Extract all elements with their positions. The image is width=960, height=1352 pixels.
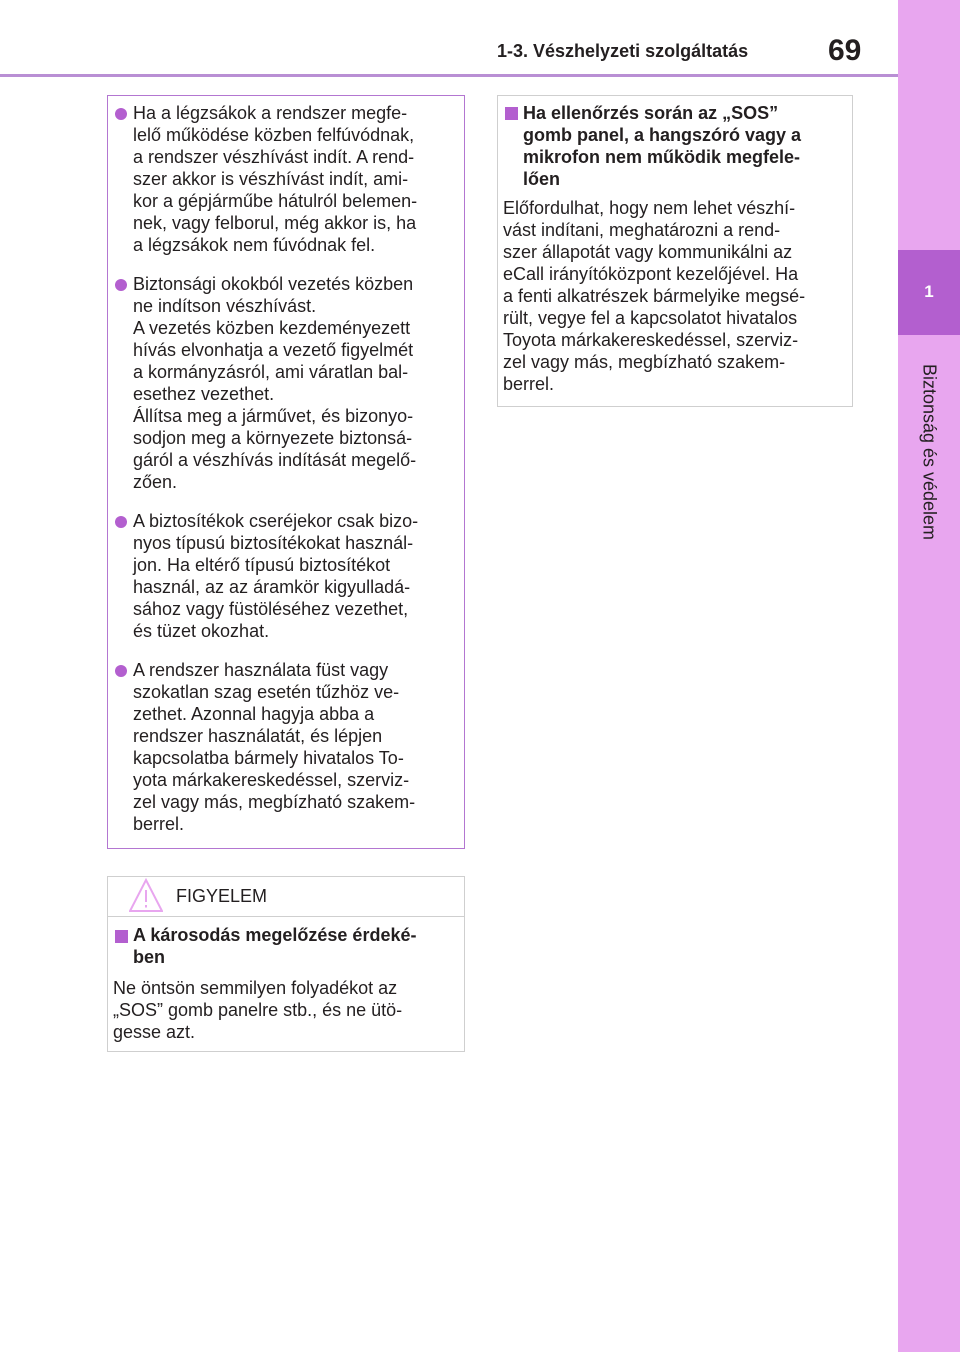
caution-box xyxy=(107,876,465,1052)
section-title: 1-3. Vészhelyzeti szolgáltatás xyxy=(497,41,749,61)
notice-box xyxy=(107,95,465,849)
caution-header xyxy=(108,877,464,917)
chapter-number: 1 xyxy=(924,282,934,301)
square-bullet-icon xyxy=(115,930,128,943)
warning-triangle-icon xyxy=(129,878,163,913)
caution-heading: A károsodás megelőzése érdeké- ben xyxy=(133,925,417,967)
bullet-dot-icon xyxy=(115,665,127,677)
caution-body: Ne öntsön semmilyen folyadékot az „SOS” gomb panelre stb., és ne ütö- gesse azt. xyxy=(113,978,403,1042)
bullet-dot-icon xyxy=(115,279,127,291)
bullet-dot-icon xyxy=(115,108,127,120)
side-tab xyxy=(898,0,960,1352)
malfunction-heading: Ha ellenőrzés során az „SOS” gomb panel, a hangszóró vagy a mikrofon nem működik megfele- lően xyxy=(523,103,802,189)
caution-label: FIGYELEM xyxy=(176,886,268,906)
notice-text: Ha a légzsákok a rendszer megfe- lelő működése közben felfúvódnak, a rendszer vészhívást indít. A rend- szer akkor is vészhívást indít, ami- kor a gépjárműbe hátulról belemen- nek, vagy felborul, még akkor is, ha a légzsákok nem fúvódnak fel. xyxy=(133,103,418,255)
notice-text: A rendszer használata füst vagy szokatlan szag esetén tűzhöz ve- zethet. Azonnal hagyja abba a rendszer használatát, és lépjen kapcsolatba bármely hivatalos To- yota márkakereskedéssel, szerviz- zel vagy más, megbízható szakem- berrel. xyxy=(133,660,416,834)
malfunction-box xyxy=(497,95,853,407)
square-bullet-icon xyxy=(505,107,518,120)
header-rule xyxy=(0,74,898,77)
notice-text: Biztonsági okokból vezetés közben ne indítson vészhívást. A vezetés közben kezdeményezett hívás elvonhatja a vezető figyelmét a kormányzásról, ami váratlan bal- esethez vezethet. Állítsa meg a járművet, és bizonyo- sodjon meg a környezete biztonsá- gáról a vészhívás indítását megelő- zően. xyxy=(133,274,417,492)
malfunction-body: Előfordulhat, hogy nem lehet vészhí- vást indítani, meghatározni a rend- szer állapotát vagy kommunikálni az eCall irányítóközpont kezelőjével. Ha a fenti alkatrészek bármelyike megsé- rült, vegye fel a kapcsolatot hivatalos Toyota márkakereskedéssel, szerviz- zel vagy más, megbízható szakem- berrel. xyxy=(503,198,806,394)
chapter-title: Biztonság és védelem xyxy=(919,363,940,541)
notice-text: A biztosítékok cseréjekor csak bizo- nyos típusú biztosítékokat használ- jon. Ha eltérő típusú biztosítékot használ, az az áramkör kigyulladá- sához vagy füstöléséhez vezethet, és tüzet okozhat. xyxy=(133,511,419,641)
page-number: 69 xyxy=(828,34,862,67)
bullet-dot-icon xyxy=(115,516,127,528)
